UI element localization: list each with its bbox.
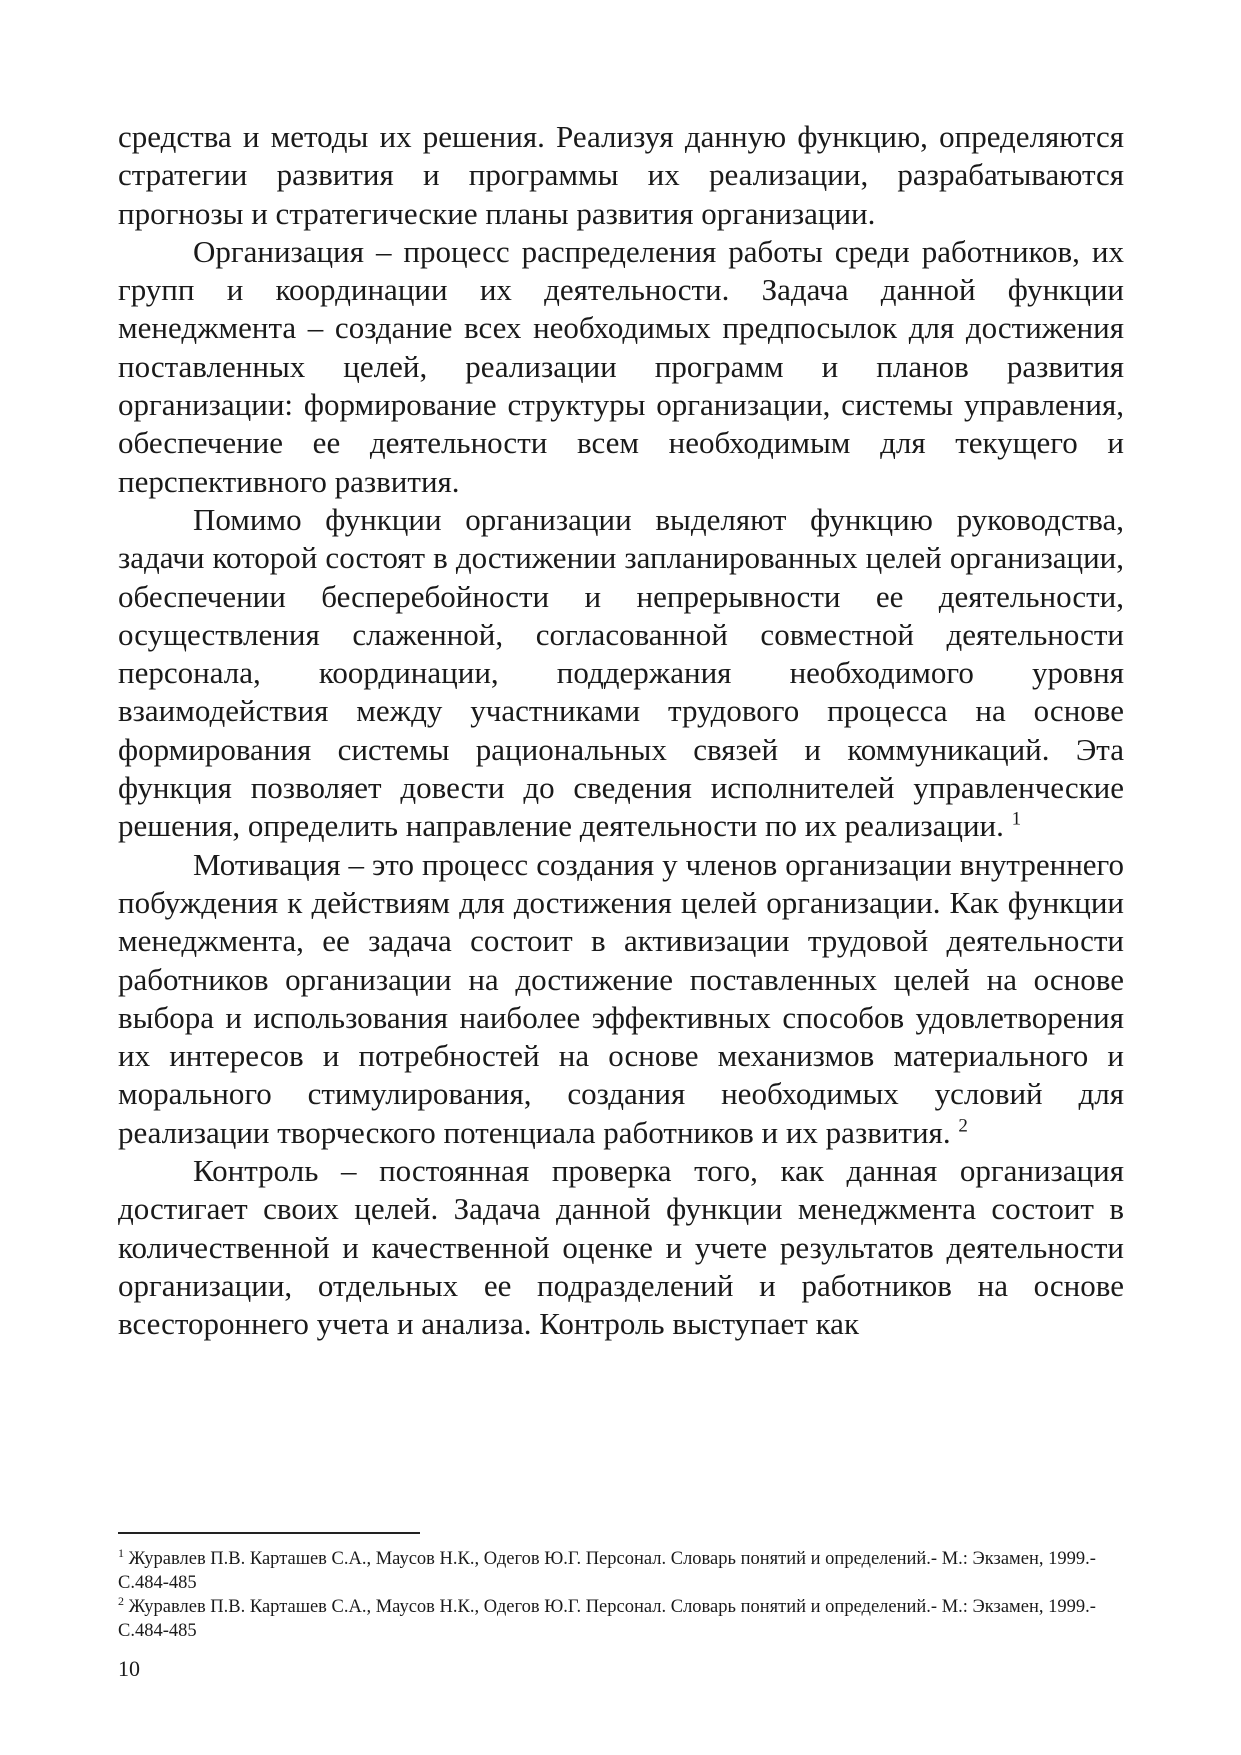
body-text xyxy=(118,118,1124,1344)
footnote-text: Журавлев П.В. Карташев С.А., Маусов Н.К., Одегов Ю.Г. Персонал. Словарь понятий и определений.- М.: Экзамен, 1999.- С.484-485 xyxy=(118,1597,1096,1641)
footnotes xyxy=(118,1547,1118,1643)
paragraph-motivation: Мотивация – это процесс создания у членов организации внутреннего побуждения к действиям для достижения целей организации. Как функции менеджмента, ее задача состоит в активизации трудовой деятельности работников организации на достижение поставленных целей на основе выбора и использования наиболее эффективных способов удовлетворения их интересов и потребностей на основе механизмов материального и морального стимулирования, создания необходимых условий для реализации творческого потенциала работников и их развития. $^2$ xyxy=(118,846,1124,1150)
footnote-ref-2[interactable]: 2 xyxy=(958,1115,968,1137)
footnote-ref-1[interactable]: 1 xyxy=(1011,809,1022,831)
footnote-separator xyxy=(118,1532,420,1534)
footnote-text: Журавлев П.В. Карташев С.А., Маусов Н.К., Одегов Ю.Г. Персонал. Словарь понятий и определений.- М.: Экзамен, 1999.- С.484-485 xyxy=(118,1549,1096,1593)
paragraph-planning-continuation: средства и методы их решения. Реализуя данную функцию, определяются стратегии развития и программы их реализации, разрабатываются прогнозы и стратегические планы развития организации. xyxy=(118,119,1124,231)
paragraph-organization: Организация – процесс распределения работы среди работников, их групп и координации их деятельности. Задача данной функции менеджмента – создание всех необходимых предпосылок для достижения поставленных целей, реализации программ и планов развития организации: формирование структуры организации, системы управления, обеспечение ее деятельности всем необходимым для текущего и перспективного развития. xyxy=(118,233,1124,499)
footnote-2 xyxy=(118,1595,1118,1643)
paragraph-control: Контроль – постоянная проверка того, как данная организация достигает своих целей. Задача данной функции менеджмента состоит в количественной и качественной оценке и учете результатов деятельности организации, отдельных ее подразделений и работников на основе всестороннего учета и анализа. Контроль выступает как xyxy=(118,1153,1124,1342)
footnote-number: 1 xyxy=(118,1545,124,1560)
page-number: 10 xyxy=(118,1656,140,1681)
footnote-number: 2 xyxy=(118,1593,124,1608)
footnote-1 xyxy=(118,1547,1118,1595)
paragraph-leadership: Помимо функции организации выделяют функцию руководства, задачи которой состоят в достижении запланированных целей организации, обеспечении бесперебойности и непрерывности ее деятельности, осуществления слаженной, согласованной совместной деятельности персонала, координации, поддержания необходимого уровня взаимодействия между участниками трудового процесса на основе формирования системы рациональных связей и коммуникаций. Эта функция позволяет довести до сведения исполнителей управленческие решения, определить направление деятельности по их реализации. $^1$ xyxy=(118,501,1124,844)
